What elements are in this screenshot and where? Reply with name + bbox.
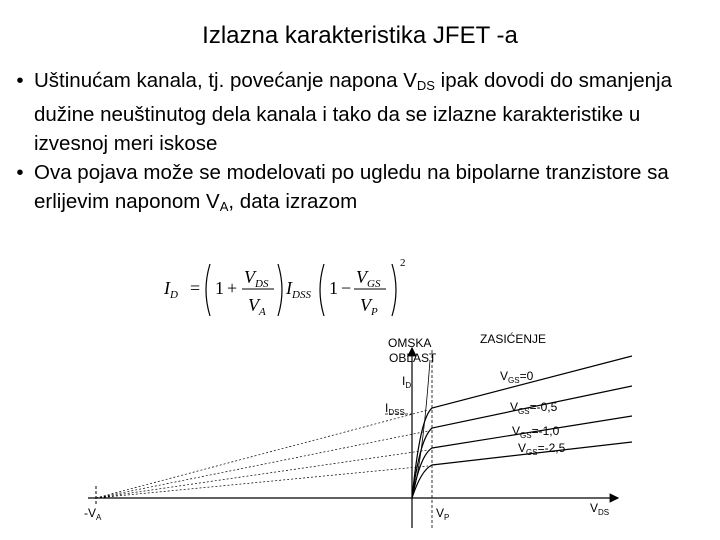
omska-label-1: OMSKA: [388, 336, 432, 350]
svg-text:1: 1: [215, 278, 224, 298]
idss-label: $I_{DSS}$: [385, 401, 405, 417]
vgs-10-curve: [412, 416, 632, 498]
formula-vds: $V_{DS}$: [244, 267, 269, 290]
jfet-output-characteristic: [0, 320, 720, 540]
bullet-dot: •: [16, 161, 24, 184]
vp-label: $V_P$: [436, 506, 450, 522]
extrapolation-line: [96, 466, 428, 498]
vgs-10-label: $V_{GS}=-1,0$: [512, 424, 560, 440]
svg-text:1: 1: [329, 278, 338, 298]
omska-label-2: OBLAST: [389, 351, 437, 365]
vgs-05-label: $V_{GS}=-0,5$: [510, 400, 558, 416]
zasicenje-label: ZASIĆENJE: [480, 332, 547, 346]
extrapolation-line: [96, 431, 428, 498]
bullet-item-2: [6, 158, 711, 221]
vgs-0-label: $V_{GS}=0$: [500, 369, 534, 385]
formula-vgs: $V_{GS}$: [356, 267, 381, 290]
formula-lhs: $I_D$: [164, 278, 178, 301]
bullet-list: [6, 66, 711, 221]
vds-axis-label: $V_{DS}$: [590, 501, 610, 517]
slide-title: Izlazna karakteristika JFET -a: [202, 22, 518, 49]
formula-va: $V_A$: [248, 295, 266, 318]
svg-text:+: +: [227, 278, 238, 298]
formula-vp: $V_P$: [360, 295, 378, 318]
bullet-item-1: [6, 66, 711, 158]
extrapolation-line: [96, 410, 428, 498]
neg-va-label: $-V_A$: [84, 506, 102, 522]
bullet-text: Ova pojava može se modelovati po ugledu na bipolarne tranzistore sa erlijevim naponom $V_A$, data izrazom: [34, 161, 669, 214]
id-axis-label: $I_D$: [402, 374, 412, 390]
bullet-text: Uštinućam kanala, tj. povećanje napona $V_{DS}$ ipak dovodi do smanjenja dužine neuštinutog dela kanala i tako da se izlazne karakteristike u izvesnoj meri iskose: [34, 69, 673, 155]
svg-text:2: 2: [400, 257, 406, 269]
early-voltage-formula: [160, 250, 420, 330]
extrapolation-line: [96, 450, 428, 498]
formula-idss: $I_{DSS}$: [286, 278, 311, 301]
svg-text:−: −: [341, 278, 352, 298]
bullet-dot: •: [16, 69, 24, 92]
vgs-25-label: $V_{GS}=-2,5$: [518, 441, 566, 457]
svg-text:=: =: [190, 278, 201, 298]
